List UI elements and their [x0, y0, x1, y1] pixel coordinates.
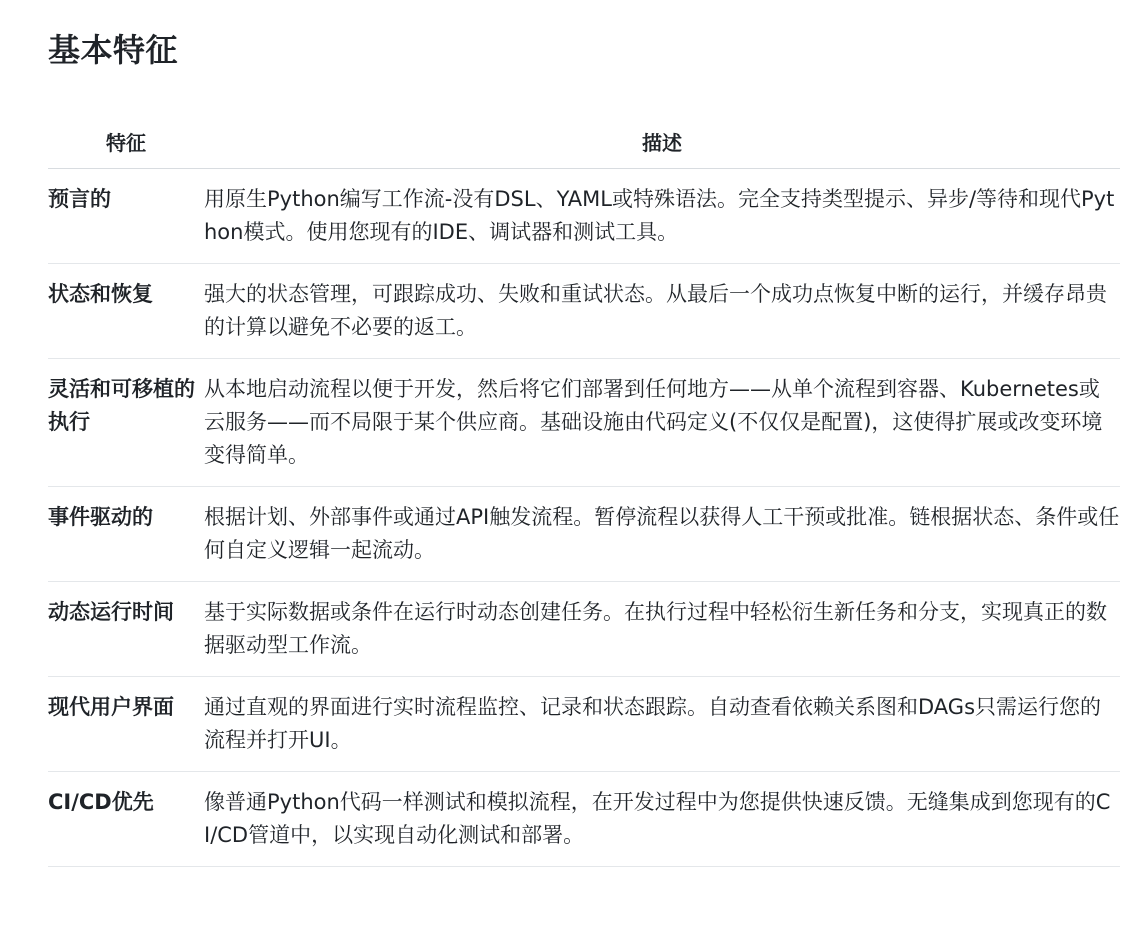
description-cell: 从本地启动流程以便于开发，然后将它们部署到任何地方——从单个流程到容器、Kubernetes或云服务——而不局限于某个供应商。基础设施由代码定义(不仅仅是配置)，这使得扩展或改变环境变得简单。: [204, 359, 1120, 487]
feature-cell: 状态和恢复: [48, 264, 204, 359]
section-title: 基本特征: [48, 31, 179, 69]
feature-cell: 事件驱动的: [48, 487, 204, 582]
header-feature: 特征: [48, 114, 204, 169]
table-row: [48, 487, 1120, 582]
table-header-row: [48, 114, 1120, 169]
feature-cell: 动态运行时间: [48, 582, 204, 677]
table-row: [48, 169, 1120, 264]
description-cell: 根据计划、外部事件或通过API触发流程。暂停流程以获得人工干预或批准。链根据状态、条件或任何自定义逻辑一起流动。: [204, 487, 1120, 582]
feature-cell: 预言的: [48, 169, 204, 264]
table-row: [48, 359, 1120, 487]
description-cell: 用原生Python编写工作流-没有DSL、YAML或特殊语法。完全支持类型提示、异步/等待和现代Python模式。使用您现有的IDE、调试器和测试工具。: [204, 169, 1120, 264]
table-row: [48, 582, 1120, 677]
feature-cell: 现代用户界面: [48, 677, 204, 772]
description-cell: 基于实际数据或条件在运行时动态创建任务。在执行过程中轻松衍生新任务和分支，实现真正的数据驱动型工作流。: [204, 582, 1120, 677]
features-table: [48, 114, 1120, 867]
header-description: 描述: [204, 114, 1120, 169]
feature-cell: 灵活和可移植的执行: [48, 359, 204, 487]
description-cell: 强大的状态管理，可跟踪成功、失败和重试状态。从最后一个成功点恢复中断的运行，并缓存昂贵的计算以避免不必要的返工。: [204, 264, 1120, 359]
table-row: [48, 264, 1120, 359]
table-row: [48, 677, 1120, 772]
table-row: [48, 772, 1120, 867]
description-cell: 像普通Python代码一样测试和模拟流程，在开发过程中为您提供快速反馈。无缝集成到您现有的CI/CD管道中，以实现自动化测试和部署。: [204, 772, 1120, 867]
description-cell: 通过直观的界面进行实时流程监控、记录和状态跟踪。自动查看依赖关系图和DAGs只需运行您的流程并打开UI。: [204, 677, 1120, 772]
feature-cell: CI/CD优先: [48, 772, 204, 867]
